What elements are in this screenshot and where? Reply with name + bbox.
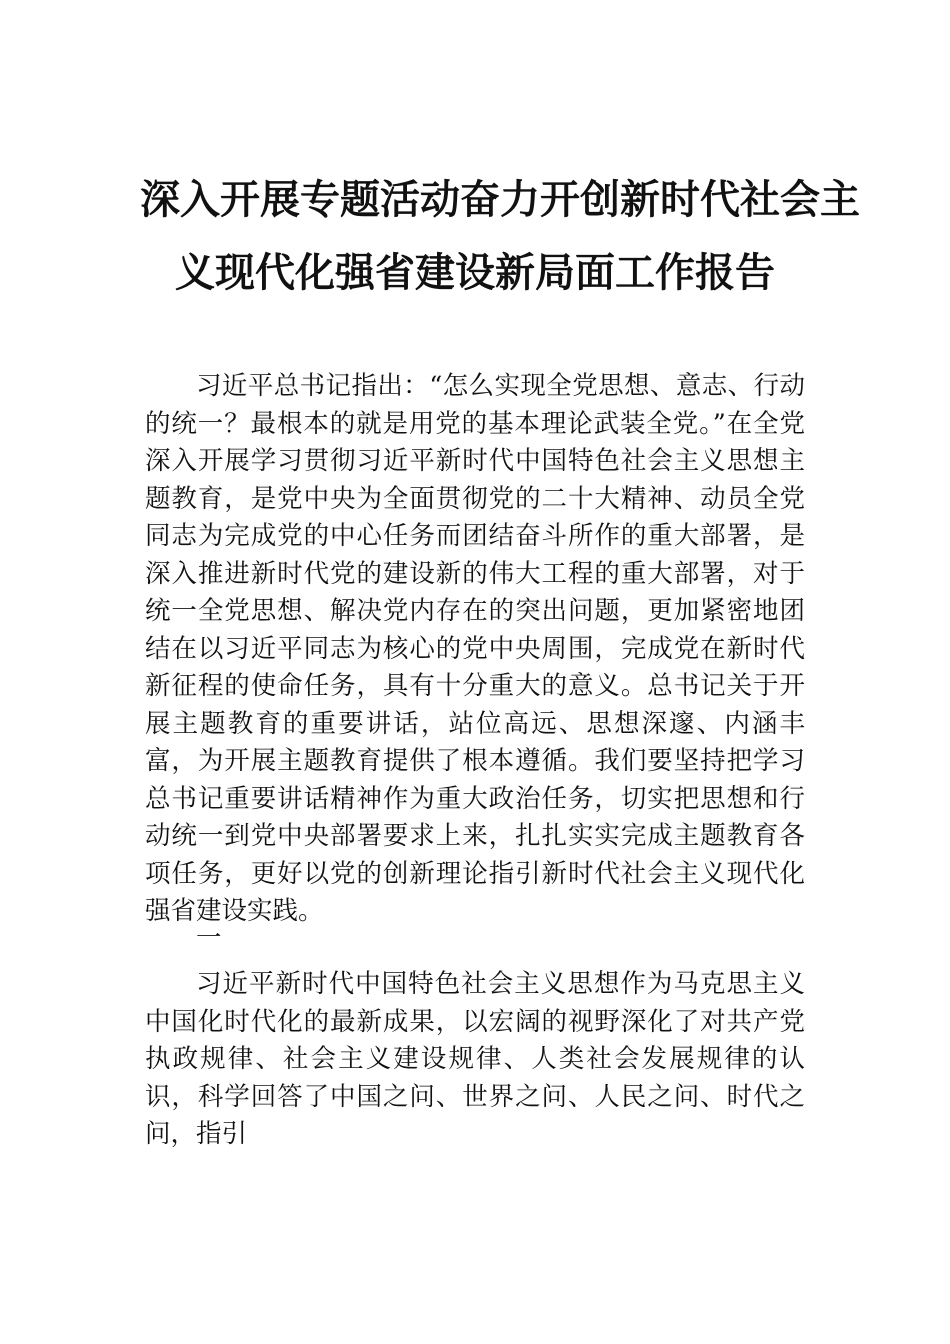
document-title-line-2: 义现代化强省建设新局面工作报告 (175, 250, 775, 296)
paragraph-intro: 习近平总书记指出：“怎么实现全党思想、意志、行动的统一？最根本的就是用党的基本理论武装全党。”在全党深入开展学习贯彻习近平新时代中国特色社会主义思想主题教育，是党中央为全面贯彻党的二十大精神、动员全党同志为完成党的中心任务而团结奋斗所作的重大部署，是深入推进新时代党的建设新的伟大工程的重大部署，对于统一全党思想、解决党内存在的突出问题，更加紧密地团结在以习近平同志为核心的党中央周围，完成党在新时代新征程的使命任务，具有十分重大的意义。总书记关于开展主题教育的重要讲话，站位高远、思想深邃、内涵丰富，为开展主题教育提供了根本遵循。我们要坚持把学习总书记重要讲话精神作为重大政治任务，切实把思想和行动统一到党中央部署要求上来，扎扎实实完成主题教育各项任务，更好以党的创新理论指引新时代社会主义现代化强省建设实践。 (145, 371, 805, 926)
paragraph-section-one: 习近平新时代中国特色社会主义思想作为马克思主义中国化时代化的最新成果，以宏阔的视野深化了对共产党执政规律、社会主义建设规律、人类社会发展规律的认识，科学回答了中国之问、世界之问、人民之问、时代之问，指引 (145, 969, 805, 1149)
section-heading-one: 一 (196, 923, 222, 953)
document-title-line-1: 深入开展专题活动奋力开创新时代社会主 (140, 177, 860, 223)
